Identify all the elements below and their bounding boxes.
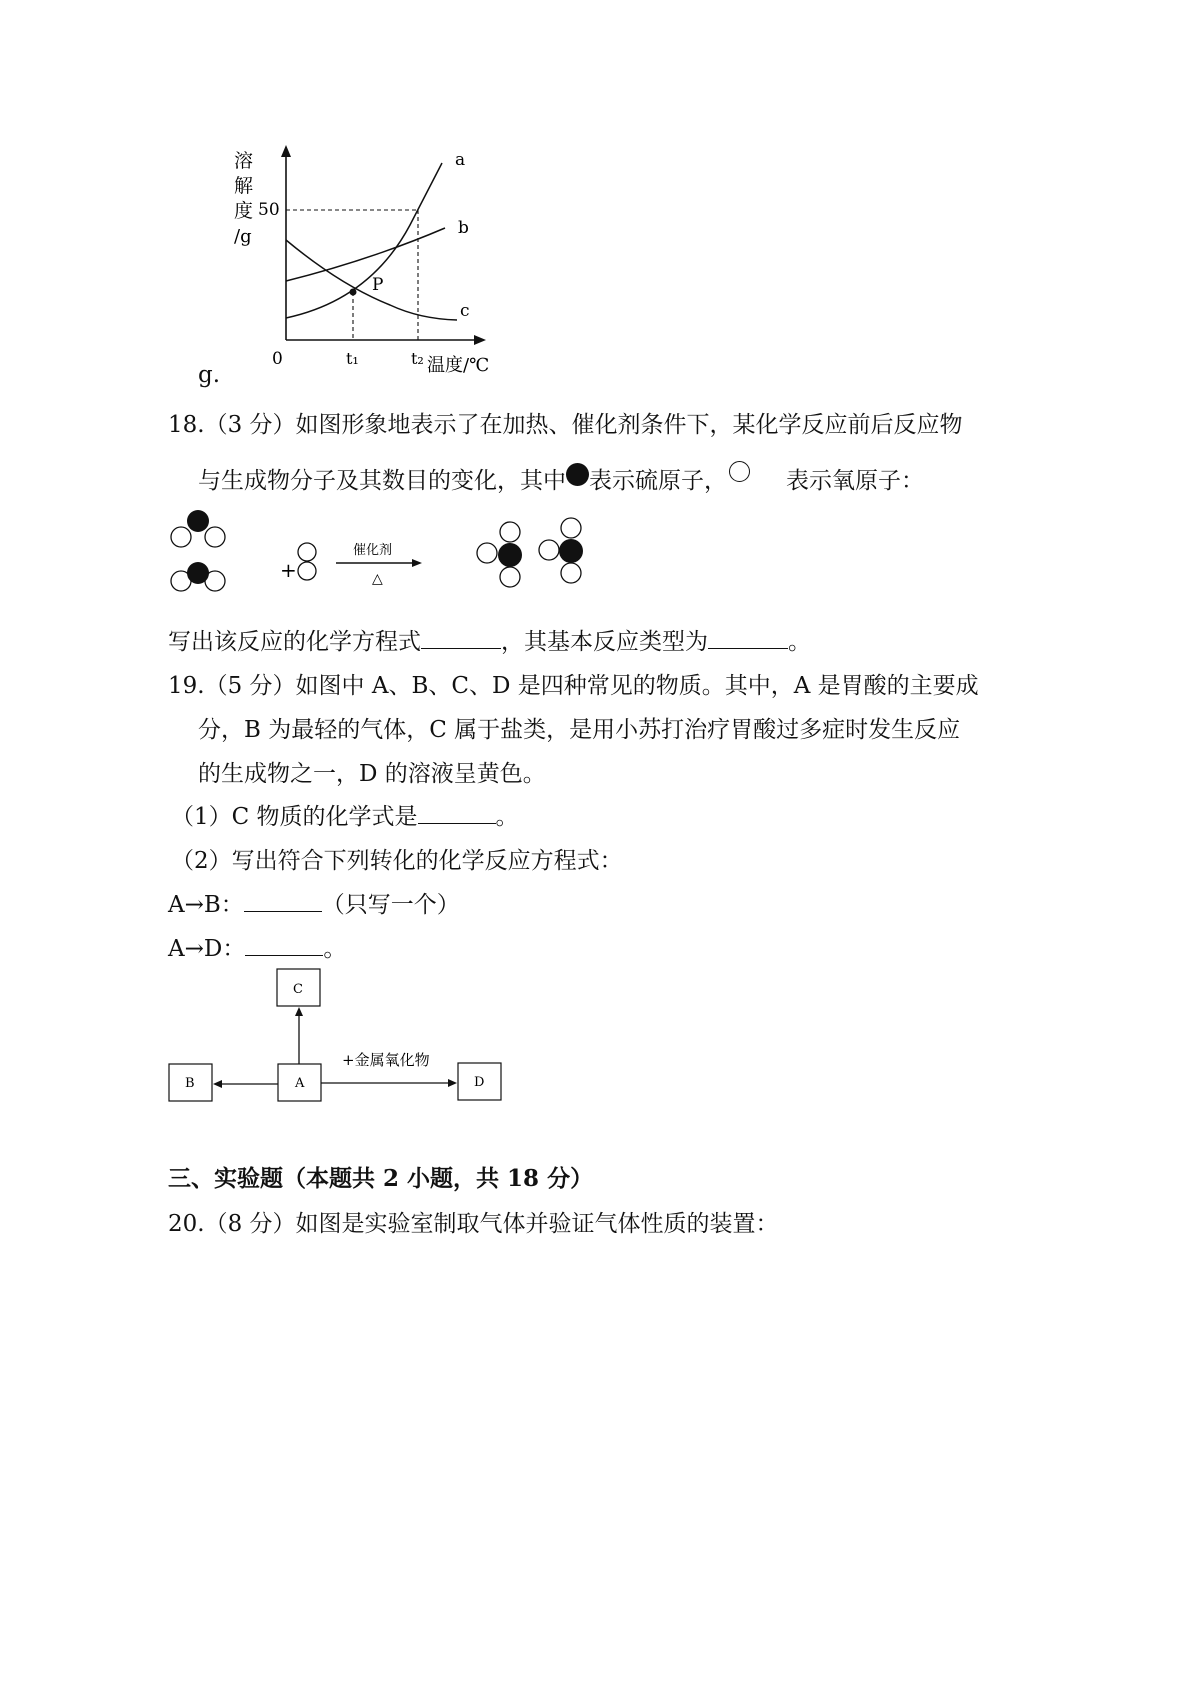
x-tick-t2: t₂ — [411, 349, 424, 368]
q19-ab-a: A→B： — [168, 892, 244, 918]
y-axis-label-1: 溶 — [234, 150, 254, 172]
curve-a-label: a — [455, 150, 466, 170]
x-tick-t1: t₁ — [346, 349, 359, 368]
section3-heading-a: 三、实验题（本题共 — [168, 1165, 384, 1192]
equation-blank[interactable] — [421, 628, 501, 649]
q19-ad-b: 。 — [323, 936, 347, 962]
q18-line2-a: 与生成物分子及其数目的变化，其中 — [198, 468, 566, 494]
section3-heading — [168, 1160, 593, 1193]
arrowhead-a-to-d — [448, 1079, 457, 1087]
chart-suffix: g. — [198, 362, 221, 388]
q18-line2-c: 表示氧原子： — [786, 468, 924, 494]
q18-answer-b: ，其基本反应类型为 — [501, 629, 708, 655]
q18-line2 — [198, 461, 924, 495]
box-b-label: B — [185, 1076, 195, 1091]
catalyst-label: 催化剂 — [353, 543, 393, 558]
so2-molecule-2 — [171, 562, 225, 591]
section3-heading-n2: 18 — [507, 1165, 540, 1192]
q18-answer-line — [168, 623, 811, 656]
y-axis-arrow — [281, 145, 291, 157]
q19-line1: 19.（5 分）如图中 A、B、C、D 是四种常见的物质。其中，A 是胃酸的主要成 — [168, 673, 979, 699]
arrowhead-a-to-c — [295, 1007, 303, 1016]
y-axis-label-4: /g — [234, 226, 252, 247]
so2-molecule-1 — [171, 510, 225, 547]
reaction-diagram — [160, 505, 630, 605]
box-c-label: C — [293, 982, 303, 997]
oxygen-atom-icon — [729, 461, 750, 482]
q18-answer-a: 写出该反应的化学方程式 — [168, 629, 421, 655]
a-to-d-blank[interactable] — [245, 935, 323, 956]
curve-b — [286, 228, 445, 281]
q18-line2-b: 表示硫原子， — [589, 468, 727, 494]
arrowhead-a-to-b — [213, 1080, 222, 1088]
c-formula-blank[interactable] — [418, 803, 496, 824]
box-d-label: D — [474, 1075, 485, 1090]
y-axis-label-2: 解 — [234, 175, 254, 197]
box-a-label: A — [295, 1076, 305, 1091]
reaction-type-blank[interactable] — [708, 628, 788, 649]
y-axis-label-3: 度 — [234, 200, 254, 222]
a-to-b-blank[interactable] — [244, 891, 322, 912]
y-tick-50: 50 — [258, 200, 280, 220]
section3-heading-c: 分） — [539, 1165, 594, 1192]
q19-sub1-b: 。 — [495, 804, 519, 830]
q19-ad-a: A→D： — [168, 936, 246, 962]
so3-molecule-2 — [539, 518, 583, 583]
arrow-a-to-d-label: +金属氧化物 — [342, 1051, 430, 1069]
q18-line1: 18.（3 分）如图形象地表示了在加热、催化剂条件下，某化学反应前后反应物 — [168, 412, 963, 438]
x-axis-arrow — [474, 335, 486, 345]
section3-heading-n1: 2 — [383, 1165, 400, 1192]
q19-sub1-a: （1）C 物质的化学式是 — [171, 804, 418, 830]
q20-line1: 20.（8 分）如图是实验室制取气体并验证气体性质的装置： — [168, 1211, 779, 1237]
curve-a — [286, 163, 442, 318]
q19-ab-line — [168, 886, 460, 919]
q19-line2: 分，B 为最轻的气体，C 属于盐类，是用小苏打治疗胃酸过多症时发生反应 — [198, 717, 961, 743]
curve-c-label: c — [460, 301, 470, 321]
plus-sign: + — [280, 558, 297, 582]
o2-molecule — [298, 543, 316, 580]
so3-molecule-1 — [477, 522, 522, 587]
point-p-label: P — [372, 275, 384, 295]
q19-sub2: （2）写出符合下列转化的化学反应方程式： — [171, 848, 623, 874]
q19-ab-b: （只写一个） — [321, 892, 460, 918]
q19-ad-line — [168, 930, 346, 963]
reaction-arrowhead — [412, 559, 422, 567]
q19-sub1 — [171, 798, 519, 831]
solubility-chart — [220, 135, 520, 385]
heat-label: △ — [372, 571, 383, 587]
transformation-diagram — [160, 960, 520, 1110]
q19-line3: 的生成物之一，D 的溶液呈黄色。 — [198, 761, 546, 787]
curve-b-label: b — [458, 218, 469, 238]
x-axis-label: 温度/℃ — [427, 355, 490, 376]
sulfur-atom-icon — [566, 463, 589, 486]
x-origin: 0 — [272, 349, 283, 369]
point-p — [350, 289, 357, 296]
section3-heading-b: 小题，共 — [399, 1165, 508, 1192]
q18-answer-c: 。 — [788, 629, 811, 655]
